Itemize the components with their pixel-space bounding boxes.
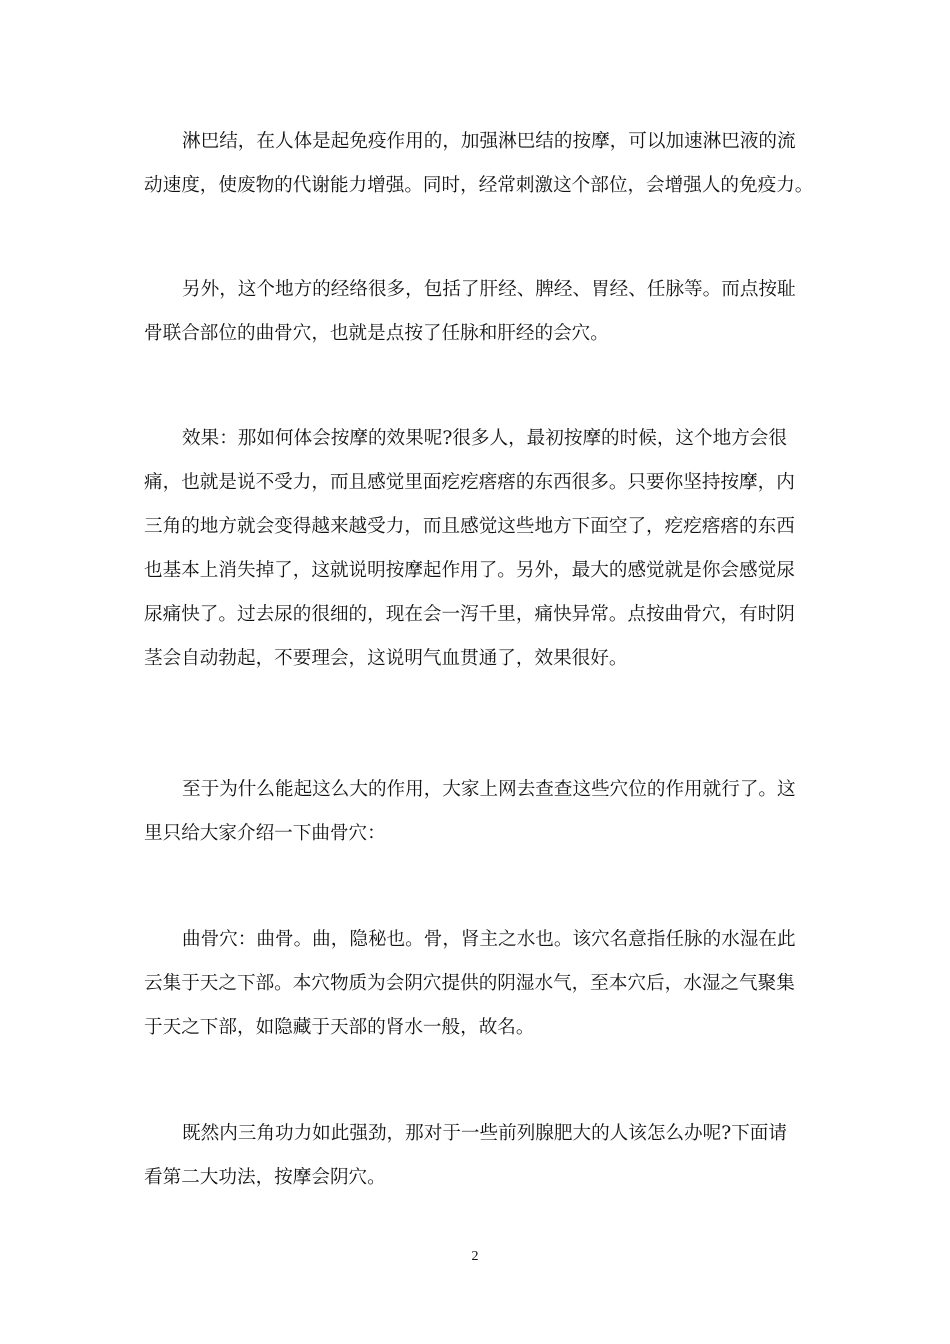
paragraph-line: 既然内三角功力如此强劲，那对于一些前列腺肥大的人该怎么办呢?下面请 — [182, 1123, 787, 1144]
paragraph-effects — [144, 417, 808, 681]
paragraph-meridians — [144, 268, 808, 356]
paragraph-line: 里只给大家介绍一下曲骨穴： — [144, 823, 386, 844]
paragraph-line: 骨联合部位的曲骨穴，也就是点按了任脉和肝经的会穴。 — [144, 323, 609, 344]
paragraph-line: 于天之下部，如隐藏于天部的肾水一般，故名。 — [144, 1017, 535, 1038]
paragraph-line: 曲骨穴：曲骨。曲，隐秘也。骨，肾主之水也。该穴名意指任脉的水湿在此 — [182, 929, 796, 950]
page-number: 2 — [471, 1249, 479, 1264]
paragraph-why-it-works — [144, 768, 808, 856]
paragraph-line: 淋巴结，在人体是起免疫作用的，加强淋巴结的按摩，可以加速淋巴液的流 — [182, 131, 796, 152]
paragraph-line: 三角的地方就会变得越来越受力，而且感觉这些地方下面空了，疙疙瘩瘩的东西 — [144, 516, 795, 537]
paragraph-line: 也基本上消失掉了，这就说明按摩起作用了。另外，最大的感觉就是你会感觉尿 — [144, 560, 795, 581]
paragraph-line: 至于为什么能起这么大的作用，大家上网去查查这些穴位的作用就行了。这 — [182, 779, 796, 800]
paragraph-line: 云集于天之下部。本穴物质为会阴穴提供的阴湿水气，至本穴后，水湿之气聚集 — [144, 973, 795, 994]
paragraph-line: 尿痛快了。过去尿的很细的，现在会一泻千里，痛快异常。点按曲骨穴，有时阴 — [144, 604, 795, 625]
paragraph-qugu-point — [144, 918, 808, 1050]
paragraph-next-method — [144, 1112, 808, 1200]
paragraph-lymph-nodes — [144, 120, 814, 208]
paragraph-line: 另外，这个地方的经络很多，包括了肝经、脾经、胃经、任脉等。而点按耻 — [182, 279, 796, 300]
paragraph-line: 痛，也就是说不受力，而且感觉里面疙疙瘩瘩的东西很多。只要你坚持按摩，内 — [144, 472, 795, 493]
paragraph-line: 茎会自动勃起，不要理会，这说明气血贯通了，效果很好。 — [144, 648, 628, 669]
paragraph-line: 看第二大功法，按摩会阴穴。 — [144, 1167, 386, 1188]
paragraph-line: 动速度，使废物的代谢能力增强。同时，经常刺激这个部位，会增强人的免疫力。 — [144, 175, 814, 196]
paragraph-line: 效果：那如何体会按摩的效果呢?很多人，最初按摩的时候，这个地方会很 — [182, 428, 787, 449]
